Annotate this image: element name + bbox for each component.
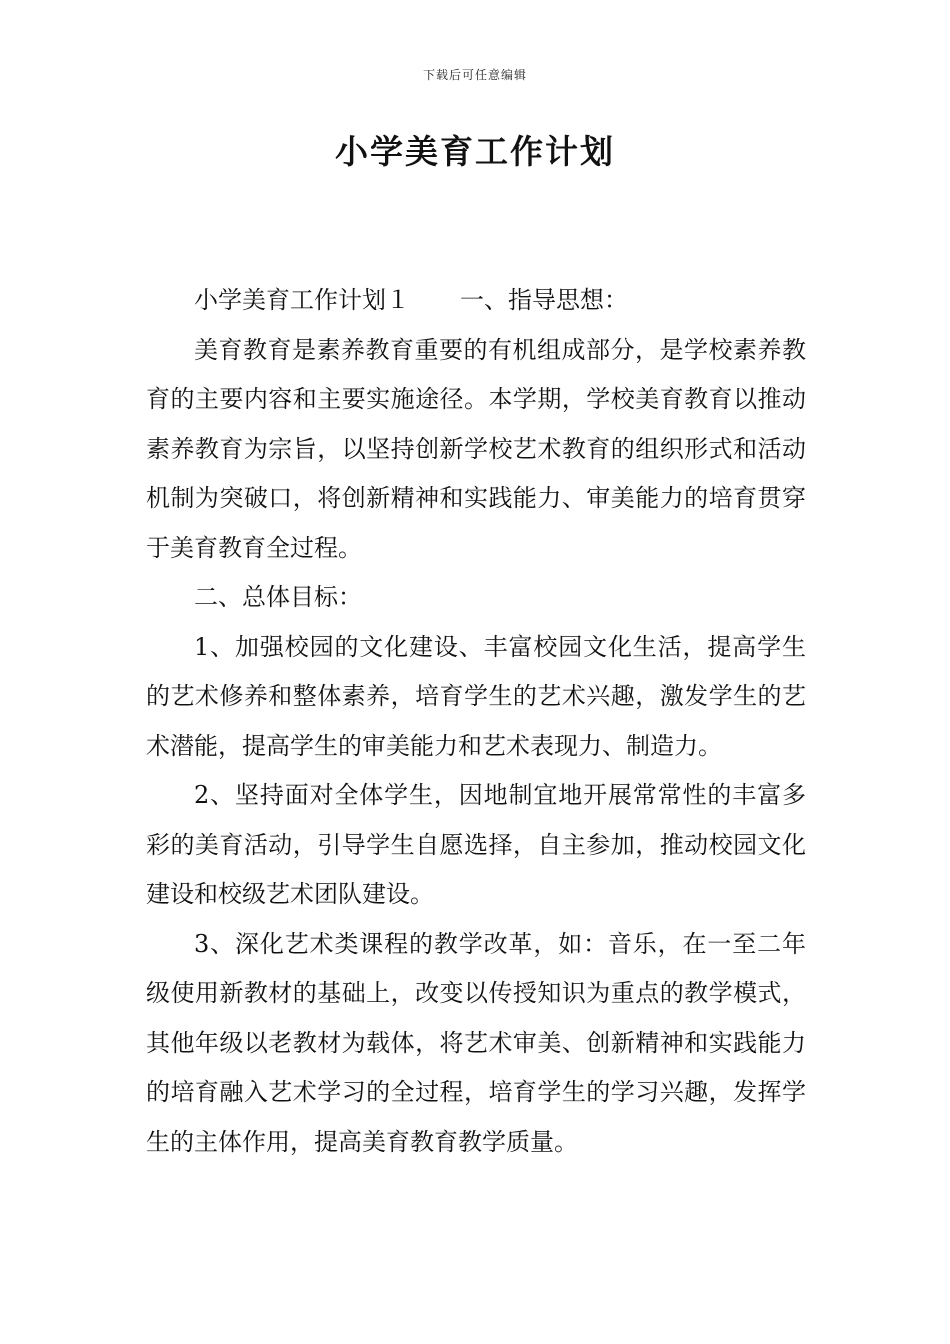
section-heading-overall-goals: 二、总体目标：	[194, 583, 362, 611]
paragraph-goal-2: 2、坚持面对全体学生，因地制宜地开展常常性的丰富多彩的美育活动，引导学生自愿选择，自主参加，推动校园文化建设和校级艺术团队建设。	[146, 781, 806, 908]
document-title: 小学美育工作计划	[335, 132, 615, 171]
plan-heading: 小学美育工作计划１	[194, 286, 410, 314]
paragraph-goal-1: 1、加强校园的文化建设、丰富校园文化生活，提高学生的艺术修养和整体素养，培育学生的艺术兴趣，激发学生的艺术潜能，提高学生的审美能力和艺术表现力、制造力。	[146, 632, 806, 760]
first-line	[146, 276, 806, 326]
section-heading-guiding-ideology: 一、指导思想：	[460, 286, 628, 314]
header-note: 下载后可任意编辑	[422, 68, 527, 82]
paragraph-goal-3: 3、深化艺术类课程的教学改革，如：音乐，在一至二年级使用新教材的基础上，改变以传授知识为重点的教学模式，其他年级以老教材为载体，将艺术审美、创新精神和实践能力的培育融入艺术学习的全过程，培育学生的学习兴趣，发挥学生的主体作用，提高美育教育教学质量。	[146, 929, 806, 1156]
document-body	[146, 276, 806, 1167]
paragraph-intro: 美育教育是素养教育重要的有机组成部分，是学校素养教育的主要内容和主要实施途径。本学期，学校美育教育以推动素养教育为宗旨，以坚持创新学校艺术教育的组织形式和活动机制为突破口，将创新精神和实践能力、审美能力的培育贯穿于美育教育全过程。	[146, 335, 806, 562]
